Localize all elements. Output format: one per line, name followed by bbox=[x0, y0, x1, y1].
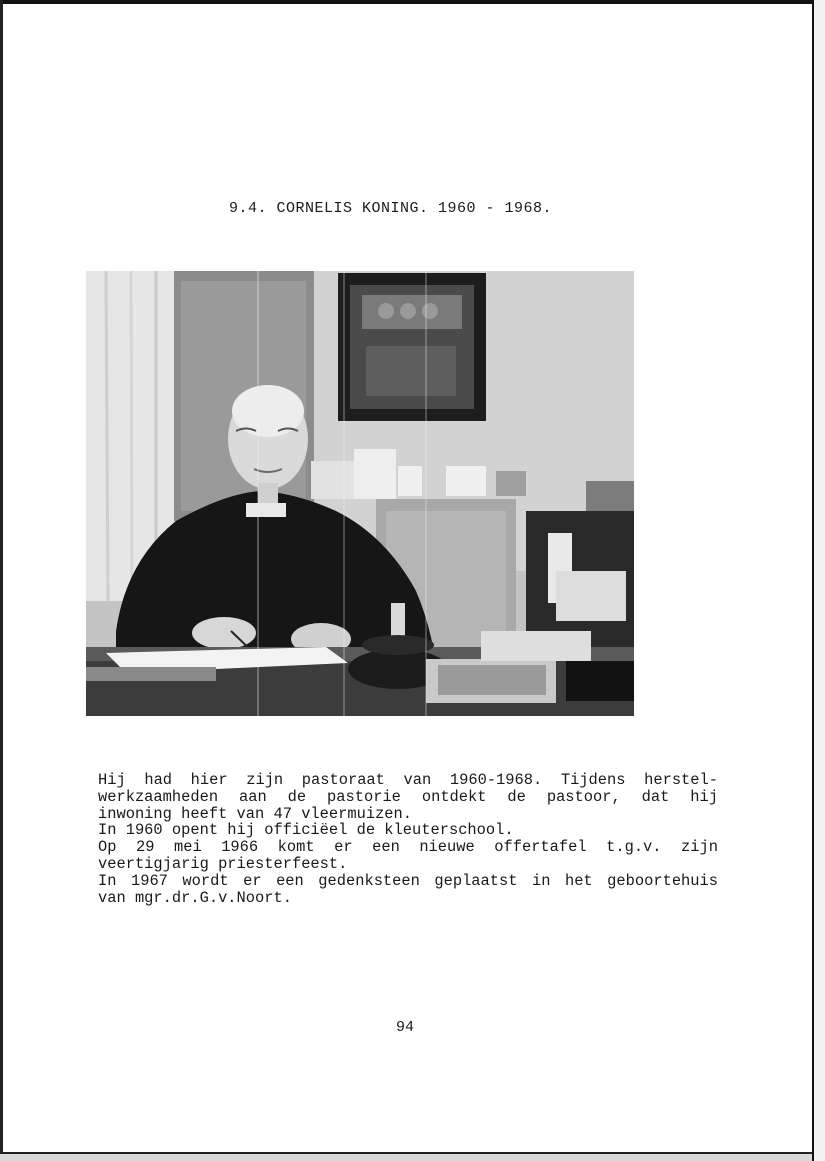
body-line: In 1967 wordt er een gedenksteen geplaatst in het geboortehuis bbox=[98, 871, 718, 890]
photo-illustration bbox=[86, 271, 634, 716]
portrait-photo bbox=[86, 271, 634, 716]
body-line: In 1960 opent hij officiëel de kleuterschool. bbox=[98, 821, 514, 840]
section-heading: 9.4. CORNELIS KONING. 1960 - 1968. bbox=[229, 200, 553, 217]
scan-edge-bottom bbox=[0, 1152, 812, 1161]
body-paragraph bbox=[98, 772, 718, 906]
body-line: Hij had hier zijn pastoraat van 1960-1968. Tijdens herstel- bbox=[98, 771, 718, 789]
body-line: inwoning heeft van 47 vleermuizen. bbox=[98, 804, 413, 823]
body-line: werkzaamheden aan de pastorie ontdekt de pastoor, dat hij bbox=[98, 787, 718, 806]
body-line: Op 29 mei 1966 komt er een nieuwe offertafel t.g.v. zijn bbox=[98, 838, 718, 857]
scan-edge-right bbox=[812, 0, 825, 1161]
body-line: veertigjarig priesterfeest. bbox=[98, 854, 348, 873]
body-line: van mgr.dr.G.v.Noort. bbox=[98, 888, 292, 907]
scan-edge-top bbox=[0, 0, 825, 4]
scan-edge-left bbox=[0, 0, 3, 1161]
page-number: 94 bbox=[396, 1019, 415, 1036]
